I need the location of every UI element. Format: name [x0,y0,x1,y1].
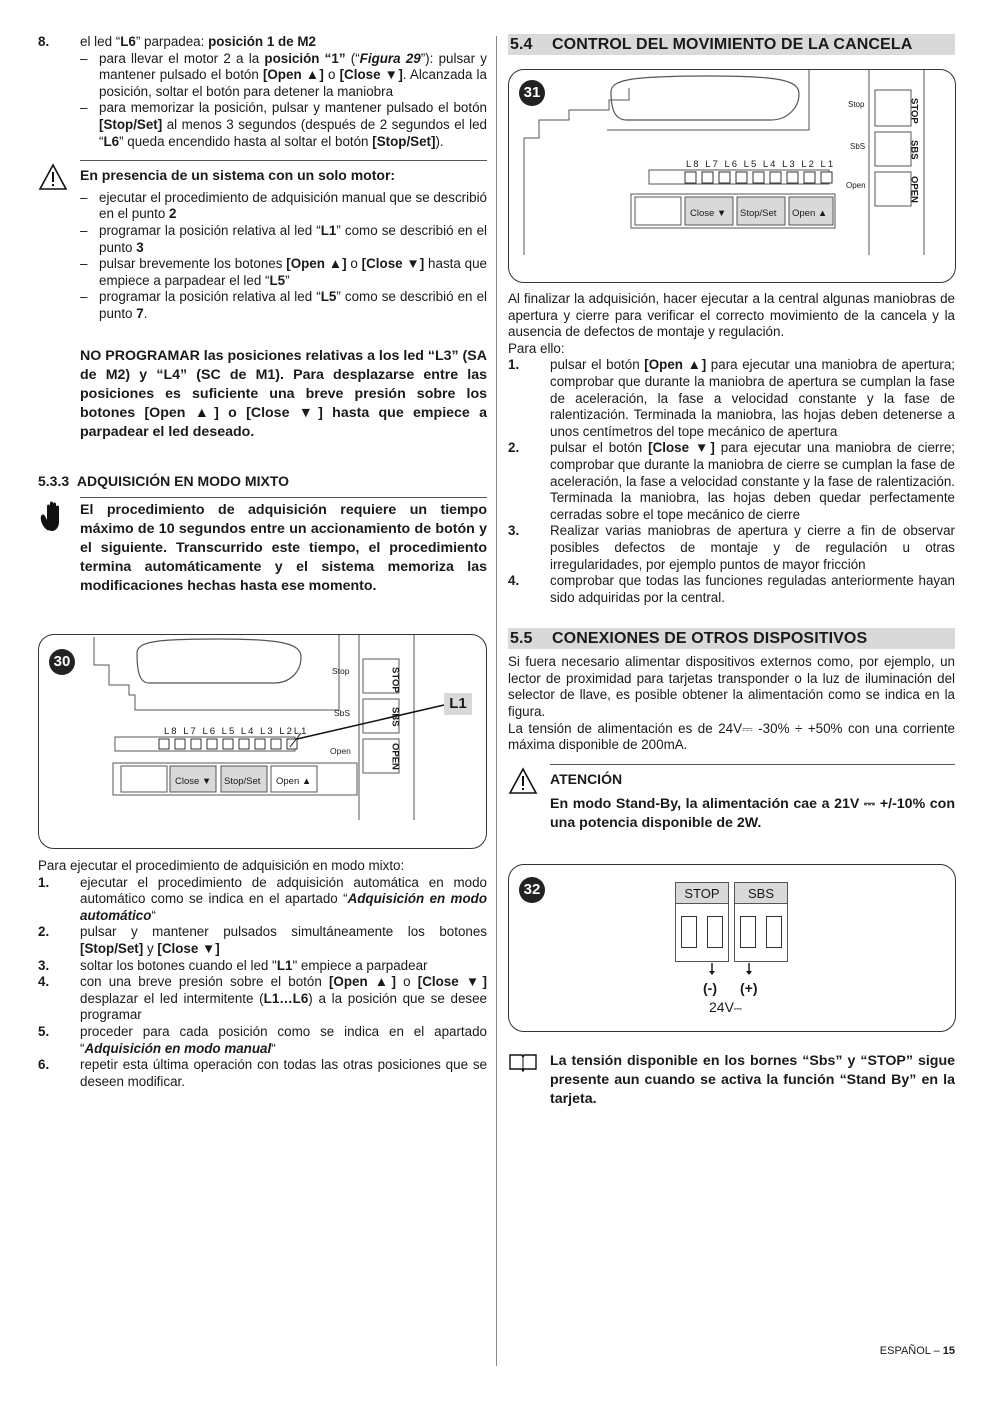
open-button-label: Open ▲ [276,776,312,787]
list-item: – programar la posición relativa al led “L1” como se describió en el punto 3 [80,222,488,255]
warning-title: En presencia de un sistema con un solo motor: [80,167,396,184]
warning-triangle-icon [508,767,550,800]
paragraph: La tensión de alimentación es de 24V⎓ -30% ÷ +50% con una corriente máxima disponible de 200mA. [508,720,955,753]
hand-note-block [38,500,487,596]
book-note-text: La tensión disponible en los bornes “Sbs” y “STOP” sigue presente aun cuando se activa la función “Stand By” en la tarjeta. [550,1053,955,1107]
led-square [770,172,781,183]
terminal-label-stop: Stop [332,666,350,676]
stop-set-button-label: Stop/Set [224,776,261,787]
voltage-label: 24V⎓ [709,999,742,1015]
led-square [702,172,713,183]
list-item: 2. pulsar y mantener pulsados simultáneamente los botones [Stop/Set] y [Close ▼] [38,924,487,956]
open-button-label: Open ▲ [792,208,828,219]
rule [80,160,487,161]
paragraph: Para ello: [508,340,565,356]
list-item: 1. ejecutar el procedimiento de adquisición automática en modo automático como se indica en el apartado “Adquisición en modo automático“ [38,874,488,923]
figure-number-badge: 32 [519,877,545,903]
led-labels: L8 L7 L6 L5 L4 L3 L2 L1 [686,159,836,170]
list-item: 2. pulsar el botón [Close ▼] para ejecutar una maniobra de cierre; comprobar que durante la maniobra de cierre se cumplan la fase de aceleración, la fase a velocidad constante y la fase de ralentización. Terminada la maniobra, las hojas deben quedar perfectamente cerradas sobre el tope mecánico de cierre [508,440,955,522]
list-item: – para llevar el motor 2 a la posición “1” (“Figura 29”): pulsar y mantener pulsado el botón [Open ▲] o [Close ▼]. Alcanzada la posición, soltar el botón para detener la maniobra [80,50,487,99]
terminal-block-label: STOP [676,883,728,904]
list-item: 4. con una breve presión sobre el botón [Open ▲] o [Close ▼] desplazar el led intermitente (L1…L6) a la posición que se desee programar [38,974,488,1023]
terminal-block-label: SBS [735,883,787,904]
figure-31 [508,69,956,283]
rule [550,764,955,765]
list-item: 3. soltar los botones cuando el led "L1" empiece a parpadear [38,957,428,973]
attention-text: En modo Stand-By, la alimentación cae a 21V ⎓ +/-10% con una potencia disponible de 2W. [550,796,955,832]
paragraph: Si fuera necesario alimentar dispositivos externos como, por ejemplo, un lector de proximidad para tarjetas transponder o la luz de iluminación del selector de llave, es posible obtener la alimentación como se indica en la figura. [508,654,955,720]
section-heading-5-3-3: 5.3.3 ADQUISICIÓN EN MODO MIXTO [38,472,290,489]
rule [80,497,487,498]
warning-triangle-icon [38,163,80,196]
item-8: 8. el led “L6” parpadea: posición 1 de M2 – para llevar el motor 2 a la posición “1” (“Figura 29”): pulsar y mantener pulsado el botón [Open ▲] o [Close ▼]. Alcanzada la posición, soltar el botón para detener la maniobra – para memorizar la posición, pulsar y mantener pulsado el botón [Stop/Set] al menos 3 segundos (después de 2 segundos el led “L6” queda encendido hasta al soltar el botón [Stop/Set]). [38,34,487,149]
terminal-label-sbs: SbS [334,708,351,718]
plus-label: (+) [740,980,758,996]
intro-text: Para ejecutar el procedimiento de adquisición en modo mixto: [38,858,405,873]
terminal-label-stop: Stop [848,100,865,109]
open-book-icon [508,1052,550,1077]
list-item: – programar la posición relativa al led “L5” como se describió en el punto 7. [80,289,488,321]
stop-set-button-label: Stop/Set [740,208,777,219]
item-number: 8. [38,34,50,49]
terminal-tag-sbs: SBS [908,140,920,160]
left-column [38,34,487,596]
list-item: 4. comprobar que todas las funciones reguladas anteriormente hayan sido adquiridas por la central. [508,573,955,605]
list-item: 1. pulsar el botón [Open ▲] para ejecutar una maniobra de apertura; comprobar que durante la maniobra de apertura se cumplan la fase de aceleración, la fase a velocidad constante y la fase de ralentización. Terminada la maniobra, las hojas deben detenerse a unos centímetros del tope mecánico de apertura [508,357,955,439]
attention-title: ATENCIÓN [550,770,623,787]
book-note-block [508,1052,955,1109]
terminal-tag-sbs: SBS [389,707,401,727]
figure-30 [38,634,487,849]
terminal-label-open: Open [846,181,866,190]
led-square [719,172,730,183]
list-item: 6. repetir esta última operación con todas las otras posiciones que se deseen modificar. [38,1057,487,1089]
list-item: 5. proceder para cada posición como se indica en el apartado “Adquisición en modo manual“ [38,1023,487,1056]
list-item: – pulsar brevemente los botones [Open ▲] o [Close ▼] hasta que empiece a parpadear el led “L5” [80,256,487,288]
close-button-label: Close ▼ [175,776,212,787]
list-item: 3. Realizar varias maniobras de apertura y cierre a fin de observar posibles defectos de montaje y de regulación u otras irregularidades, por ejemplo puntos de mayor fricción [508,523,955,572]
mixed-mode-steps [38,858,487,1090]
terminal-label-sbs: SbS [850,142,866,151]
warning-note: NO PROGRAMAR las posiciones relativas a los led “L3” (SA de M2) y “L4” (SC de M1). Para desplazarse entre las posiciones es suficiente una breve presión sobre los botones [Open ▲] o [Close ▼] hasta que empiece a parpadear el led deseado. [80,347,487,440]
terminal-tag-stop: STOP [908,98,920,124]
page-footer: ESPAÑOL – 15 [879,1345,955,1357]
led-square [753,172,764,183]
section-heading-5-4: 5.4 CONTROL DEL MOVIMIENTO DE LA CANCELA [508,34,955,55]
terminal-tag-open: OPEN [908,176,920,203]
list-item: – ejecutar el procedimiento de adquisición manual que se describió en el punto 2 [80,189,487,222]
terminal-tag-stop: STOP [389,667,401,693]
column-divider [496,36,497,1366]
figure-32 [508,864,956,1032]
right-column [508,34,955,55]
callout-l1: L1 [444,693,472,715]
list-item: – para memorizar la posición, pulsar y mantener pulsado el botón [Stop/Set] al menos 3 segundos (después de 2 segundos el led “L6” queda encendido hasta al soltar el botón [Stop/Set]). [80,100,487,149]
minus-label: (-) [703,980,717,996]
control-board-diagram [39,635,486,848]
attention-block [508,767,955,834]
figure-number-badge: 30 [49,649,75,675]
section-5-4-body [508,291,955,833]
terminal-tag-open: OPEN [389,743,401,770]
led-square [736,172,747,183]
section-heading-5-5: 5.5 CONEXIONES DE OTROS DISPOSITIVOS [508,628,955,649]
control-board-diagram [509,70,955,282]
led-labels: L8 L7 L6 L5 L4 L3 L2L1 [164,726,309,737]
warning-block [38,163,487,441]
led-square [804,172,815,183]
led-square [685,172,696,183]
close-button-label: Close ▼ [690,208,727,219]
hand-stop-icon [38,500,80,539]
led-square [821,172,832,183]
paragraph: Al finalizar la adquisición, hacer ejecutar a la central algunas maniobras de apertura y cierre para verificar el correcto movimiento de la cancela y la ausencia de defectos de montaje y regulación. [508,291,955,340]
figure-number-badge: 31 [519,80,545,106]
led-square [787,172,798,183]
hand-note-text: El procedimiento de adquisición requiere un tiempo máximo de 10 segundos entre un accionamiento de botón y el siguiente. Transcurrido este tiempo, el procedimiento termina automáticamente y el sistema memoriza las modificaciones hechas hasta ese momento. [80,502,487,595]
terminal-label-open: Open [330,746,351,756]
